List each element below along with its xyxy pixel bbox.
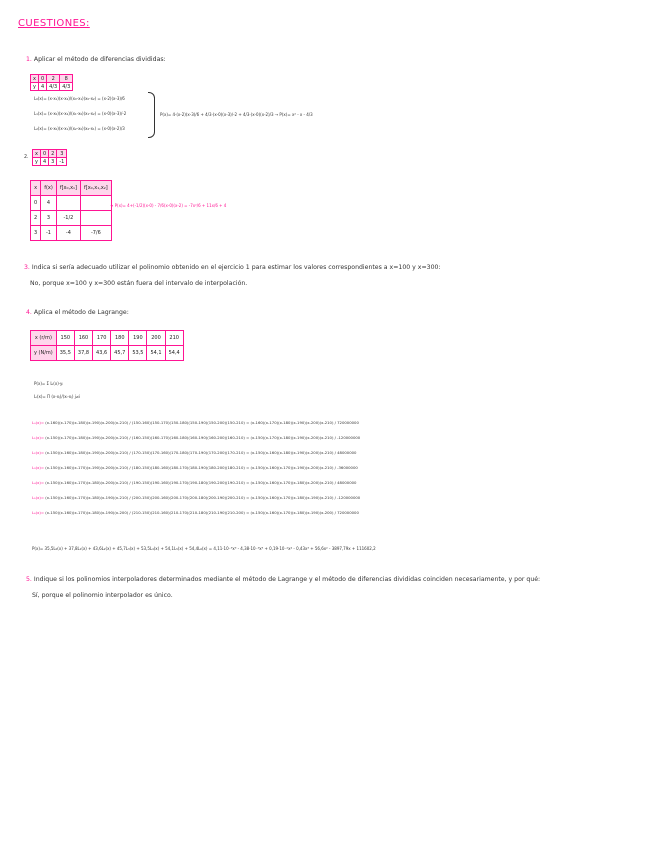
- q1-table2-label: 2.: [24, 155, 29, 160]
- dd-result: → P(x)= 4+(-1/2)(x-0) - 7/6(x-0)(x-2) = -7x²/6 + 11x/6 + 4: [110, 203, 227, 208]
- table-cell: -4: [56, 226, 80, 241]
- table-cell: 0: [38, 75, 46, 83]
- lagrange-basis-list: [32, 421, 472, 526]
- lagrange-expression: (x-150)(x-160)(x-170)(x-180)(x-190)(x-200) / (210-150)(210-160)(210-170)(210-180)(210-190)(210-200) = (x-150)(x-160)(x-170)(x-180)(x-190)(x-200) / 720000000: [45, 510, 359, 515]
- table-cell: 190: [129, 331, 147, 346]
- question-5-number: 5.: [26, 576, 32, 583]
- table-cell: 150: [56, 331, 74, 346]
- table-header: x (r/m): [31, 331, 57, 346]
- table-header: f(x): [41, 181, 57, 196]
- brace-icon: [148, 92, 155, 138]
- table-cell: 4: [40, 158, 48, 166]
- table-cell: x: [31, 75, 39, 83]
- table-cell: [81, 196, 112, 211]
- list-item: [32, 481, 472, 496]
- question-1: [26, 56, 166, 63]
- table-cell: 37,8: [74, 346, 92, 361]
- lagrange-l2: L₂(x)= (x-x₀)(x-x₁)/(x₂-x₀)(x₂-x₁) = (x-0)(x-2)/3: [34, 126, 125, 131]
- lagrange-label: L₀(x)=: [32, 420, 45, 425]
- table-cell: 0: [40, 150, 48, 158]
- table-cell: 4/3: [60, 83, 73, 91]
- table-cell: 170: [93, 331, 111, 346]
- table-cell: y: [31, 83, 39, 91]
- q4-lagrange-formula: Lᵢ(x)= Π (x-xⱼ)/(xᵢ-xⱼ) j≠i: [34, 394, 81, 399]
- q4-final-polynomial: P(x)= 35,5L₀(x) + 37,8L₁(x) + 43,6L₂(x) + 45,7L₃(x) + 53,5L₄(x) + 54,1L₅(x) + 54,4L₆(x) = 4,11·10⁻⁹x⁶ - 4,38·10⁻⁶x⁵ + 0,19·10⁻²x⁴ - 0,43x³ + 56,6x² - 3897,79x + 111602,2: [32, 546, 376, 551]
- table-cell: 43,6: [93, 346, 111, 361]
- table-cell: 3: [41, 211, 57, 226]
- table-cell: 180: [111, 331, 129, 346]
- table-cell: 160: [74, 331, 92, 346]
- table-row: [31, 226, 112, 241]
- question-4: [26, 309, 129, 316]
- lagrange-l0: L₀(x)= (x-x₁)(x-x₂)/(x₀-x₁)(x₀-x₂) = (x-2)(x-3)/6: [34, 96, 125, 101]
- lagrange-label: L₅(x)=: [32, 495, 45, 500]
- question-4-number: 4.: [26, 309, 32, 316]
- table-cell: [81, 211, 112, 226]
- table-cell: 3: [57, 150, 67, 158]
- table-cell: 54,1: [147, 346, 165, 361]
- lagrange-expression: (x-150)(x-160)(x-180)(x-190)(x-200)(x-210) / (170-150)(170-160)(170-180)(170-190)(170-200)(170-210) = (x-150)(x-160)(x-180)(x-190)(x-200)(x-210) / 48000000: [45, 450, 357, 455]
- table-cell: 35,5: [56, 346, 74, 361]
- list-item: [32, 436, 472, 451]
- table-cell: 210: [165, 331, 183, 346]
- list-item: [32, 421, 472, 436]
- q1-second-table: [32, 149, 67, 166]
- question-3-number: 3.: [24, 264, 30, 271]
- list-item: [32, 496, 472, 511]
- table-cell: 54,4: [165, 346, 183, 361]
- table-row: [31, 196, 112, 211]
- table-cell: -1/2: [56, 211, 80, 226]
- table-cell: -7/6: [81, 226, 112, 241]
- table-cell: 53,5: [129, 346, 147, 361]
- question-5-answer: Sí, porque el polinomio interpolador es único.: [32, 592, 173, 599]
- table-row: [31, 211, 112, 226]
- lagrange-label: L₄(x)=: [32, 480, 45, 485]
- table-cell: 200: [147, 331, 165, 346]
- question-5-text: Indique si los polinomios interpoladores determinados mediante el método de Lagrange y el método de diferencias divididas coinciden necesariamente, y por qué:: [33, 576, 541, 583]
- page-title: CUESTIONES:: [18, 18, 90, 29]
- question-4-text: Aplica el método de Lagrange:: [33, 309, 129, 316]
- question-3-answer: No, porque x=100 y x=300 están fuera del intervalo de interpolación.: [30, 280, 248, 287]
- table-header: x: [31, 181, 41, 196]
- lagrange-label: L₃(x)=: [32, 465, 45, 470]
- table-cell: 2: [47, 75, 60, 83]
- question-3: [24, 264, 441, 271]
- question-3-text: Indica si sería adecuado utilizar el polinomio obtenido en el ejercicio 1 para estimar los valores correspondientes a x=100 y x=300:: [31, 264, 441, 271]
- list-item: [32, 466, 472, 481]
- table-row: [31, 181, 112, 196]
- lagrange-expression: (x-150)(x-170)(x-180)(x-190)(x-200)(x-210) / (160-150)(160-170)(160-180)(160-190)(160-200)(160-210) = (x-150)(x-170)(x-180)(x-190)(x-200)(x-210) / -120000000: [45, 435, 361, 440]
- question-5: [26, 576, 540, 583]
- lagrange-l1: L₁(x)= (x-x₀)(x-x₂)/(x₁-x₀)(x₁-x₂) = (x-0)(x-3)/-2: [34, 111, 127, 116]
- lagrange-expression: (x-150)(x-160)(x-170)(x-180)(x-200)(x-210) / (190-150)(190-160)(190-170)(190-180)(190-200)(190-210) = (x-150)(x-160)(x-170)(x-180)(x-200)(x-210) / 48000000: [45, 480, 357, 485]
- table-row: [31, 346, 184, 361]
- table-header: f[x₀,x₁]: [56, 181, 80, 196]
- list-item: [32, 451, 472, 466]
- lagrange-expression: (x-150)(x-160)(x-170)(x-180)(x-190)(x-210) / (200-150)(200-160)(200-170)(200-180)(200-190)(200-210) = (x-150)(x-160)(x-170)(x-180)(x-190)(x-210) / -120000000: [45, 495, 361, 500]
- table-cell: y: [33, 158, 41, 166]
- table-row: [31, 83, 73, 91]
- table-row: [33, 158, 67, 166]
- table-header: f[x₀,x₁,x₂]: [81, 181, 112, 196]
- table-cell: 4: [41, 196, 57, 211]
- table-cell: [56, 196, 80, 211]
- table-cell: 3: [31, 226, 41, 241]
- lagrange-label: L₂(x)=: [32, 450, 45, 455]
- q1-result: P(x)= 4·(x-2)(x-3)/6 + 4/3·(x-0)(x-3)/-2 + 4/3·(x-0)(x-2)/3 → P(x)= x² - x - 4/3: [160, 112, 313, 117]
- table-row: [31, 75, 73, 83]
- table-row: [33, 150, 67, 158]
- question-1-number: 1.: [26, 56, 32, 63]
- table-cell: 2: [31, 211, 41, 226]
- list-item: [32, 511, 472, 526]
- table-cell: x: [33, 150, 41, 158]
- q4-polynomial-formula: P(x)= Σ Lᵢ(x)·yᵢ: [34, 381, 64, 386]
- table-cell: 3: [49, 158, 57, 166]
- table-cell: 2: [49, 150, 57, 158]
- lagrange-expression: (x-160)(x-170)(x-180)(x-190)(x-200)(x-210) / (150-160)(150-170)(150-180)(150-190)(150-200)(150-210) = (x-160)(x-170)(x-180)(x-190)(x-200)(x-210) / 720000000: [45, 420, 359, 425]
- table-cell: -1: [41, 226, 57, 241]
- table-cell: 8: [60, 75, 73, 83]
- table-cell: 0: [31, 196, 41, 211]
- table-cell: 4/3: [47, 83, 60, 91]
- question-1-text: Aplicar el método de diferencias divididas:: [33, 56, 166, 63]
- table-cell: 45,7: [111, 346, 129, 361]
- lagrange-label: L₁(x)=: [32, 435, 45, 440]
- divided-differences-table: [30, 180, 112, 241]
- q4-data-table: [30, 330, 184, 361]
- lagrange-expression: (x-150)(x-160)(x-170)(x-190)(x-200)(x-210) / (180-150)(180-160)(180-170)(180-190)(180-200)(180-210) = (x-150)(x-160)(x-170)(x-190)(x-200)(x-210) / -36000000: [45, 465, 358, 470]
- q1-data-table: [30, 74, 73, 91]
- table-header: y (N/m): [31, 346, 57, 361]
- table-cell: -1: [57, 158, 67, 166]
- table-row: [31, 331, 184, 346]
- table-cell: 4: [38, 83, 46, 91]
- lagrange-label: L₆(x)=: [32, 510, 45, 515]
